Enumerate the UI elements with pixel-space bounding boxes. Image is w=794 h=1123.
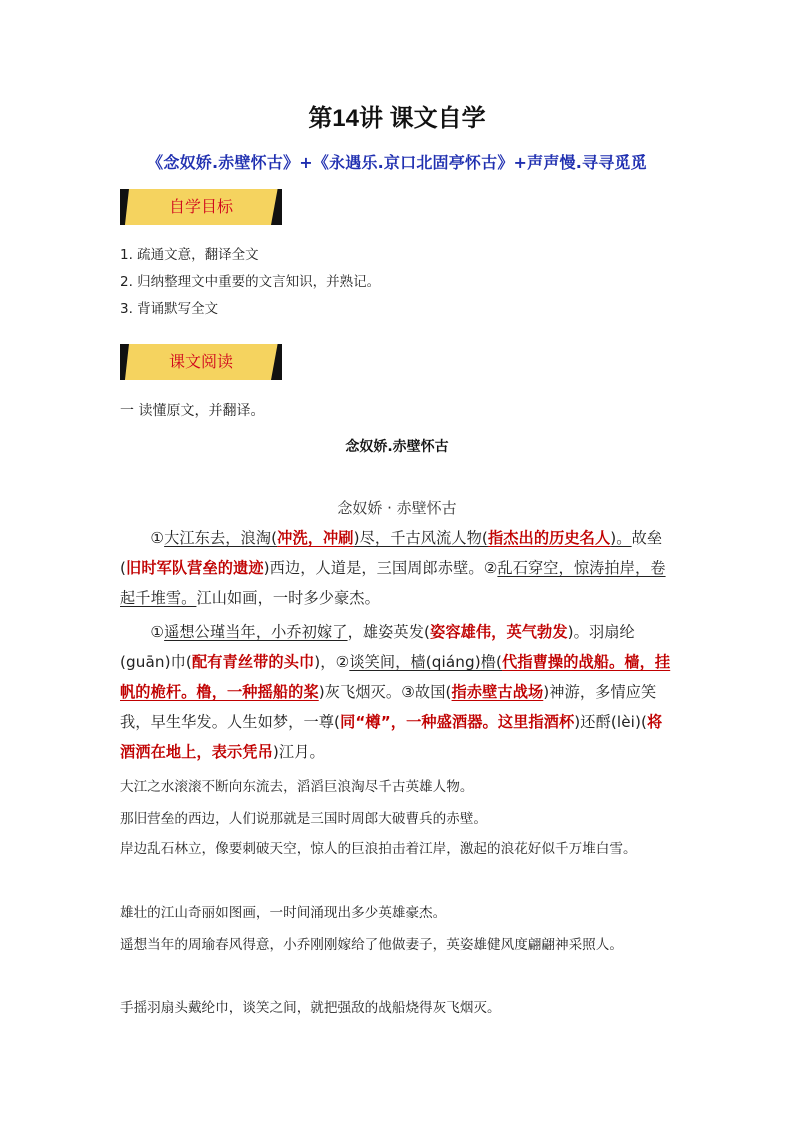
text: ③故国(	[401, 683, 452, 701]
reading-banner-label: 课文阅读	[168, 352, 233, 371]
goals-banner	[120, 189, 282, 225]
goal-item: 2. 归纳整理文中重要的文言知识，并熟记。	[120, 274, 381, 290]
key-sentence: 乱石穿空，惊涛拍岸，卷起千堆雪。	[120, 559, 666, 607]
translation-line: 岸边乱石林立，像要刺破天空，惊人的巨浪拍击着江岸，激起的浪花好似千万堆白雪。	[120, 841, 637, 857]
text: )灰飞烟灭。	[318, 683, 402, 701]
marker: ①	[150, 623, 165, 641]
annotation: 同“樽”，一种盛酒器。这里指酒杯	[340, 713, 575, 731]
key-sentence: )。	[610, 529, 632, 547]
text: )神游，多情应笑我，早生华发。	[120, 683, 657, 731]
annotation: 冲洗，冲刷	[277, 529, 354, 547]
annotation: 代指曹操的战船。樯，挂帆的桅杆。橹，一种摇船的桨	[120, 653, 671, 701]
key-sentence: 遥想公瑾当年，小乔初嫁了	[164, 623, 348, 641]
poem-paragraph-2	[120, 617, 676, 767]
goal-item: 1. 疏通文意，翻译全文	[120, 247, 259, 263]
translation-line: 那旧营垒的西边，人们说那就是三国时周郎大破曹兵的赤壁。	[120, 811, 488, 827]
text: )，②	[314, 653, 350, 671]
text: 人生如梦，一尊(	[227, 713, 341, 731]
marker: ②	[483, 559, 498, 577]
annotation: 指赤壁古战场	[451, 683, 544, 701]
text: )。羽扇纶(guān)巾(	[120, 623, 635, 671]
page-subtitle: 《念奴娇.赤壁怀古》+《永遇乐.京口北固亭怀古》+声声慢.寻寻觅觅	[147, 153, 647, 172]
key-sentence: 谈笑间，樯(qiáng)橹(	[349, 653, 503, 671]
annotation: 配有青丝带的头巾	[191, 653, 315, 671]
goals-banner-label: 自学目标	[168, 197, 233, 216]
annotation: 指杰出的历史名人	[487, 529, 611, 547]
text: )江月。	[272, 743, 325, 761]
reading-instruction: 一 读懂原文，并翻译。	[120, 403, 265, 419]
text: )西边，人道是，三国周郎赤壁。	[263, 559, 484, 577]
translation-line: 大江之水滚滚不断向东流去，滔滔巨浪淘尽千古英雄人物。	[120, 779, 474, 795]
annotation: 姿容雄伟，英气勃发	[430, 623, 568, 641]
translation-line: 手摇羽扇头戴纶巾，谈笑之间，就把强敌的战船烧得灰飞烟灭。	[120, 1000, 501, 1016]
poem-title: 念奴娇 · 赤壁怀古	[337, 499, 457, 517]
poem-paragraph-1	[120, 523, 676, 613]
annotation: 旧时军队营垒的遗迹	[126, 559, 264, 577]
key-sentence: 大江东去，浪淘(	[164, 529, 278, 547]
translation-line: 雄壮的江山奇丽如图画，一时间涌现出多少英雄豪杰。	[120, 905, 447, 921]
annotation: 将酒洒在地上，表示凭吊	[120, 713, 663, 761]
translation-line: 遥想当年的周瑜春风得意，小乔刚刚嫁给了他做妻子，英姿雄健风度翩翩神采照人。	[120, 937, 623, 953]
text: )还酹(lèi)(	[574, 713, 648, 731]
goal-item: 3. 背诵默写全文	[120, 301, 219, 317]
page-title: 第14讲 课文自学	[308, 105, 486, 132]
text: 故垒(	[120, 529, 663, 577]
section-title: 念奴娇.赤壁怀古	[345, 439, 449, 455]
text: ，雄姿英发(	[347, 623, 431, 641]
key-sentence: )尽，千古风流人物(	[353, 529, 488, 547]
text: 江山如画，一时多少豪杰。	[196, 589, 380, 607]
marker: ①	[150, 529, 165, 547]
goals-list	[120, 245, 380, 326]
reading-banner	[120, 344, 282, 380]
